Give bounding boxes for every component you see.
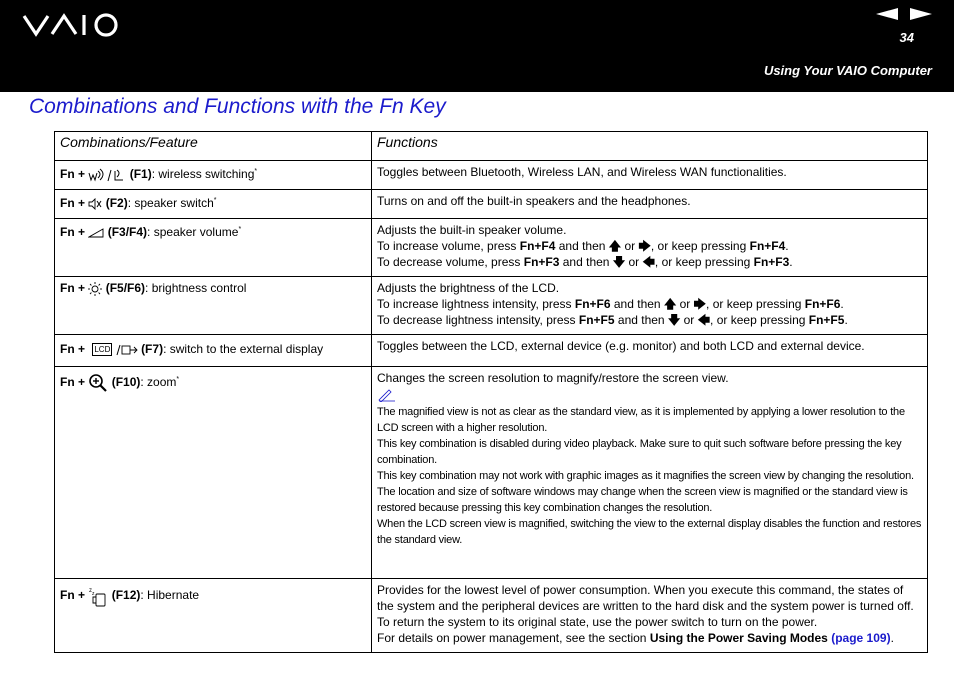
right-arrow-icon: 🡆 [693, 297, 707, 311]
wireless-icon [88, 168, 126, 182]
previous-page-icon[interactable] [876, 8, 898, 20]
combo-cell: Fn + LCD (F7): switch to the external display [55, 335, 372, 367]
table-header-row [55, 132, 928, 161]
table-row [55, 579, 928, 653]
combo-cell: Fn + (F10): zoom* [55, 367, 372, 579]
combo-cell: Fn + (F3/F4): speaker volume* [55, 219, 372, 277]
function-cell: Changes the screen resolution to magnify/restore the screen view. The magnified view is not as clear as the standard view, as it is implemented by applying a lower resolution to the LCD screen with a higher resolution. This key combination is disabled during video playback. Make sure to quit such software before pressing the key combination. This key combination may not work with graphic images as it magnifies the screen view by changing the resolution. The location and size of software windows may change when the screen view is magnified or the standard view is restored because pressing this key combination changes the resolution. When the LCD screen view is magnified, switching the view to the external display disables the function and restores the standard view. [372, 367, 928, 579]
page-nav [876, 8, 932, 20]
header-combinations: Combinations/Feature [55, 132, 372, 161]
note-text: The magnified view is not as clear as the standard view, as it is implemented by applying a lower resolution to the LCD screen with a higher resolution. [377, 406, 905, 434]
speaker-mute-icon [88, 198, 102, 210]
function-cell: Provides for the lowest level of power consumption. When you execute this command, the states of the system and the peripheral devices are written to the hard disk and the system power is turned off. To return the system to its original state, use the power switch to turn on the power. For details on power management, see the section Using the Power Saving Modes (page 109). [372, 579, 928, 653]
table-row [55, 277, 928, 335]
up-arrow-icon: 🡅 [663, 297, 677, 311]
lcd-icon: LCD [94, 345, 111, 355]
table-row [55, 367, 928, 579]
down-arrow-icon: 🡇 [612, 255, 626, 269]
up-arrow-icon: 🡅 [608, 239, 622, 253]
note-icon [377, 388, 922, 404]
table-row [55, 335, 928, 367]
function-cell: Adjusts the built-in speaker volume. To increase volume, press Fn+F4 and then 🡅 or 🡆, or keep pressing Fn+F4. To decrease volume, press Fn+F3 and then 🡇 or 🡄, or keep pressing Fn+F3. [372, 219, 928, 277]
decrease-instruction: To decrease lightness intensity, press Fn+F5 and then 🡇 or 🡄, or keep pressing Fn+F5. [377, 313, 848, 327]
left-arrow-icon: 🡄 [697, 313, 711, 327]
decrease-instruction: To decrease volume, press Fn+F3 and then 🡇 or 🡄, or keep pressing Fn+F3. [377, 255, 793, 269]
function-cell: Adjusts the brightness of the LCD. To increase lightness intensity, press Fn+F6 and then 🡅 or 🡆, or keep pressing Fn+F6. To decrease lightness intensity, press Fn+F5 and then 🡇 or 🡄, or keep pressing Fn+F5. [372, 277, 928, 335]
section-title: Using Your VAIO Computer [763, 63, 932, 78]
combo-cell: Fn + (F2): speaker switch* [55, 190, 372, 219]
hibernate-icon [88, 585, 108, 607]
header-functions: Functions [372, 132, 928, 161]
combo-cell: Fn + (F1): wireless switching* [55, 161, 372, 190]
page-link[interactable]: (page 109) [831, 631, 891, 645]
right-arrow-icon: 🡆 [638, 239, 651, 253]
vaio-logo [22, 10, 122, 40]
function-cell: Toggles between Bluetooth, Wireless LAN, and Wireless WAN functionalities. [372, 161, 928, 190]
function-cell: Turns on and off the built-in speakers and the headphones. [372, 190, 928, 219]
brightness-icon [88, 282, 102, 296]
table-row [55, 190, 928, 219]
next-page-icon[interactable] [910, 8, 932, 20]
increase-instruction: To increase lightness intensity, press Fn+F6 and then 🡅 or 🡆, or keep pressing Fn+F6. [377, 297, 844, 311]
combo-cell: Fn + z z (F12): Hibernate [55, 579, 372, 653]
svg-text:z: z [89, 588, 93, 594]
note-text: This key combination may not work with graphic images as it magnifies the screen view by changing the resolution. [377, 470, 914, 482]
note-text: This key combination is disabled during video playback. Make sure to quit such software before pressing the key combination. [377, 438, 902, 466]
svg-text:z: z [92, 591, 95, 597]
function-cell: Toggles between the LCD, external device (e.g. monitor) and both LCD and external device. [372, 335, 928, 367]
table-row [55, 219, 928, 277]
increase-instruction: To increase volume, press Fn+F4 and then 🡅 or 🡆, or keep pressing Fn+F4. [377, 239, 789, 253]
table-row [55, 161, 928, 190]
fn-key-table [54, 131, 928, 653]
down-arrow-icon: 🡇 [667, 313, 681, 327]
page-title: Combinations and Functions with the Fn Key [29, 95, 446, 118]
left-arrow-icon: 🡄 [642, 255, 655, 269]
external-display-icon [116, 344, 138, 356]
page-number: 34 [899, 30, 914, 45]
note-text: When the LCD screen view is magnified, switching the view to the external display disables the function and restores the standard view. [377, 518, 922, 546]
combo-cell: Fn + (F5/F6): brightness control [55, 277, 372, 335]
note-text: The location and size of software windows may change when the screen view is magnified or the standard view is restored because pressing this key combination changes the resolution. [377, 486, 908, 514]
zoom-icon [88, 373, 108, 393]
page-header [0, 0, 954, 92]
speaker-volume-icon [88, 228, 104, 238]
